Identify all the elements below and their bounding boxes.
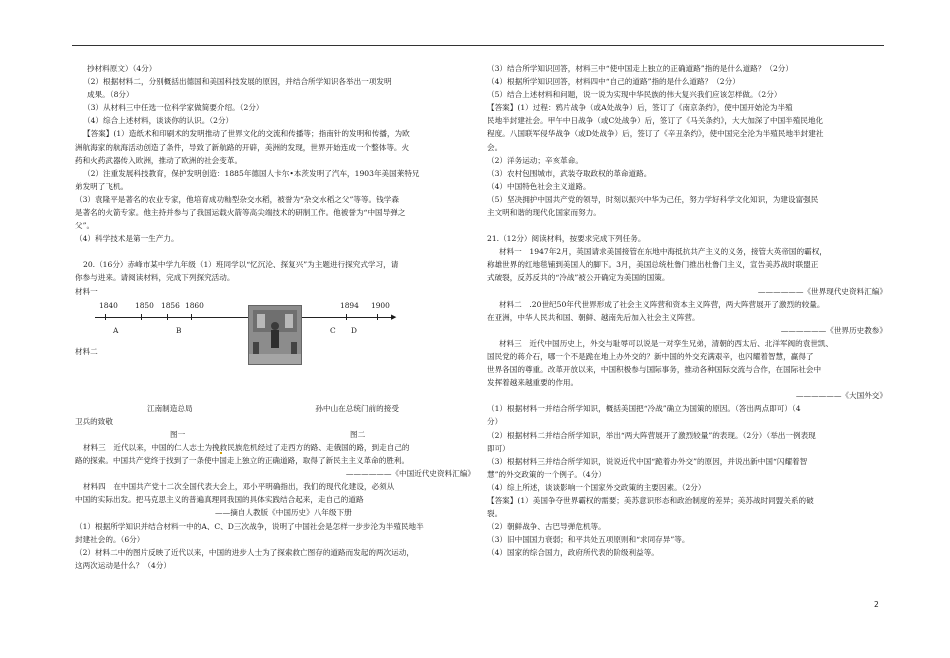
right-column (487, 62, 887, 559)
text-line: 在亚洲，中华人民共和国、朝鲜、越南先后加入社会主义阵营。 (487, 312, 700, 322)
text-line: 路的探索。中国共产党终于找到了一条使中国走上独立的正确道路，取得了新民主主义革命的胜利。 (75, 456, 410, 466)
text-line: 称雄世界的红地毯铺到美国人的脚下。3月，美国总统杜鲁门推出杜鲁门主义，宣告美苏战时联盟正 (487, 260, 819, 270)
accent-dot (220, 452, 222, 454)
material-2-label: 材料二 (75, 346, 98, 356)
text-line: 即可） (487, 443, 510, 453)
text-line: （4）根据所学知识回答，材料四中“自己的道路”指的是什么道路？（2分） (487, 77, 740, 87)
arrow-right-icon: ▶ (391, 312, 397, 321)
timeline-tick (346, 314, 347, 320)
timeline-year: 1900 (371, 300, 390, 310)
text-line: 中国的实际出发。把马克思主义的普遍真理同我国的具体实践结合起来，走自己的道路 (75, 495, 364, 505)
text-line: （2）洋务运动；辛亥革命。 (487, 155, 583, 165)
text-line: 你参与进来。请阅读材料，完成下列探究活动。 (75, 273, 235, 283)
timeline-year: 1894 (340, 300, 359, 310)
text-line: 主文明和谐的现代化国家而努力。 (487, 208, 601, 218)
text-line: 慧”的外交政策的一个例子。（4分） (487, 469, 606, 479)
text-line: （3）结合所学知识回答，材料三中“使中国走上独立的正确道路”指的是什么道路？（2分） (487, 64, 793, 73)
material-4-text: 材料四 在中国共产党十二次全国代表大会上，邓小平明确指出，我们的现代化建设，必须从 (83, 482, 395, 492)
material-2-text: 材料二 .20世纪50年代世界形成了社会主义阵营和资本主义阵营，两大阵营展开了激烈的较量。 (499, 299, 825, 309)
text-line: （2）朝鲜战争、古巴导弹危机等。 (487, 522, 606, 532)
text-line: （4）中国特色社会主义道路。 (487, 181, 591, 191)
text-line: 药和火药武器传入欧洲，推动了欧洲的社会变革。 (75, 155, 243, 165)
text-line: 会。 (487, 142, 503, 152)
source-citation: ——————《中国近代史资料汇编》 (345, 469, 475, 479)
text-line: 程度。八国联军侵华战争（或D处战争）后，签订了《辛丑条约》，使中国完全沦为半殖民地半封建社 (487, 129, 824, 139)
question-line: （4）综上所述，谈谈影响一个国家外交政策的主要因素。（2分） (487, 482, 706, 492)
text-line: 式破裂，反苏反共的“冷战”被公开确定为美国的国策。 (487, 273, 670, 283)
figure-label-row (75, 428, 475, 441)
text-line: 成果。（8分） (87, 90, 134, 100)
text-line: 是著名的火箭专家。他主持并参与了我国运载火箭等高尖端技术的研制工作。他被誉为“中国导弹之 (75, 208, 406, 218)
text-line: （3）从材料三中任选一位科学家做简要介绍。（2分） (83, 103, 264, 113)
timeline-tick (377, 314, 378, 320)
timeline-tick (105, 314, 106, 320)
page-number: 2 (874, 600, 879, 609)
answer-line: 【答案】(1）过程：鸦片战争（或A处战争）后，签订了《南京条约》，使中国开始沦为半殖 (487, 103, 793, 113)
source-citation: ——————《大国外交》 (795, 391, 887, 401)
timeline-tick (167, 314, 168, 320)
text-line: 弟发明了飞机。 (75, 181, 129, 191)
text-line: 分） (487, 417, 503, 427)
text-line: （3）旧中国国力衰弱；和平共处五项原则和“求同存异”等。 (487, 535, 690, 545)
timeline-tick (191, 314, 192, 320)
text-line: 这两次运动是什么？（4分） (75, 560, 171, 570)
source-citation: ——摘自人教版《中国历史》八年级下册 (215, 508, 352, 518)
text-line: 世界各国的尊重。改革开放以来，中国积极参与国际事务，推动各种国际交流与合作，在国际社会中 (487, 365, 822, 375)
text-line: 父”。 (75, 221, 95, 231)
header-rule (72, 45, 884, 46)
timeline-year: 1840 (99, 300, 118, 310)
timeline-tick (141, 314, 142, 320)
question-line: （1）根据材料一并结合所学知识，概括美国把“冷战”确立为国策的原因。（答出两点即可）（4 (487, 404, 801, 414)
timeline (75, 299, 405, 345)
question-line: （3）根据材料三并结合所学知识，说说近代中国“跪着办外交”的原因，并说出新中国“闪耀着智 (487, 456, 808, 466)
answer-line: 【答案】(1）造纸术和印刷术的发明推动了世界文化的交流和传播等；指南针的发明和传播，为欧 (83, 129, 410, 139)
question-line: （2）根据材料二并结合所学知识，举出“两大阵营展开了激烈较量”的表现。（2分）（举出一例表现 (487, 430, 816, 440)
timeline-axis (95, 317, 395, 318)
text-line: 抄材料原文）（4分） (87, 64, 157, 73)
text-line: （4）国家的综合国力，政府所代表的阶级利益等。 (487, 548, 659, 558)
text-line: （4）综合上述材料，谈谈你的认识。（2分） (83, 116, 234, 126)
text-line: 洲航海家的航海活动创造了条件，导致了新航路的开辟，美洲的发现，世界开始连成一个整体等。火 (75, 142, 410, 152)
text-line: （2）根据材料二，分别概括出德国和美国科技发展的原因，并结合所学知识各举出一项发明 (83, 77, 392, 87)
text-line: （4）科学技术是第一生产力。 (75, 234, 179, 244)
material-1-label: 材料一 (75, 286, 98, 296)
text-line: 民地半封建社会。甲午中日战争（或C处战争）后，签订了《马关条约》，大大加深了中国半殖民地化 (487, 116, 824, 126)
figure-2-caption: 孙中山在总统门前的接受 (315, 403, 399, 413)
text-line: （5）坚决拥护中国共产党的领导，时刻以振兴中华为己任，努力学好科学文化知识，为建设富强民 (487, 194, 819, 204)
text-line: 国民党的蒋介石，哪一个不是跪在地上办外交的？新中国的外交充满艰辛，也闪耀着智慧，赢得了 (487, 351, 814, 361)
source-citation: ——————《世界历史教参》 (780, 325, 887, 335)
caption-row (75, 402, 475, 415)
timeline-letter: D (351, 325, 357, 335)
text-line: （2）注重发展科技教育，保护发明创造：1885年德国人卡尔•本茨发明了汽车，1903年美国莱特兄 (83, 168, 420, 178)
timeline-letter: A (113, 325, 119, 335)
question-line: （1）根据所学知识并结合材料一中的A、C、D三次战争，说明了中国社会是怎样一步步沦为半殖民地半 (75, 521, 424, 531)
text-line: 裂。 (487, 509, 503, 519)
timeline-letter: B (176, 325, 182, 335)
text-line: （5）结合上述材料和问题，说一说为实现中华民族的伟大复兴我们应该怎样做。（2分） (487, 90, 782, 100)
figure-2-caption-cont: 卫兵的致敬 (75, 416, 113, 426)
figure-1-caption: 江南制造总局 (147, 403, 193, 413)
question-20-title: 20.（16分）赤峰市某中学九年级（1）班同学以“忆沉沦、探复兴”为主题进行探究式学习，请 (83, 260, 399, 270)
figure-2-label: 图二 (350, 429, 366, 439)
figure-1-label: 图一 (170, 429, 186, 439)
answer-line: 【答案】(1）美国争夺世界霸权的需要；美苏意识形态和政治制度的差异；美苏战时同盟关系的破 (487, 496, 814, 505)
text-line: （3）农村包围城市，武装夺取政权的革命道路。 (487, 168, 652, 178)
source-citation: ——————《世界现代史资料汇编》 (757, 286, 887, 296)
text-line: 发挥着越来越重要的作用。 (487, 378, 579, 388)
timeline-letter: C (330, 325, 336, 335)
timeline-year: 1860 (185, 300, 204, 310)
timeline-year: 1850 (135, 300, 154, 310)
question-line: （2）材料二中的图片反映了近代以来，中国的进步人士为了探索救亡图存的道路而发起的两次运动， (75, 547, 414, 557)
material-3-text: 材料三 近代中国历史上，外交与耻辱可以说是一对孪生兄弟，清朝的西太后、北洋军阀的袁世凯、 (499, 338, 834, 348)
text-line: （3）袁隆平是著名的农业专家，他培育成功籼型杂交水稻，被誉为“杂交水稻之父”等等。钱学森 (75, 194, 399, 204)
material-1-text: 材料一 1947年2月，英国请求美国接管在东地中海抵抗共产主义的义务，接管大英帝国的霸权， (499, 247, 827, 257)
text-line: 封建社会的。（6分） (75, 534, 145, 544)
sun-yatsen-photo (248, 305, 302, 365)
timeline-year: 1856 (161, 300, 180, 310)
question-21-title: 21.（12分）阅读材料，按要求完成下列任务。 (487, 234, 646, 244)
material-3-text: 材料三 近代以来，中国的仁人志士为挽救民族危机经过了走西方的路、走俄国的路，到走自己的 (83, 442, 410, 452)
